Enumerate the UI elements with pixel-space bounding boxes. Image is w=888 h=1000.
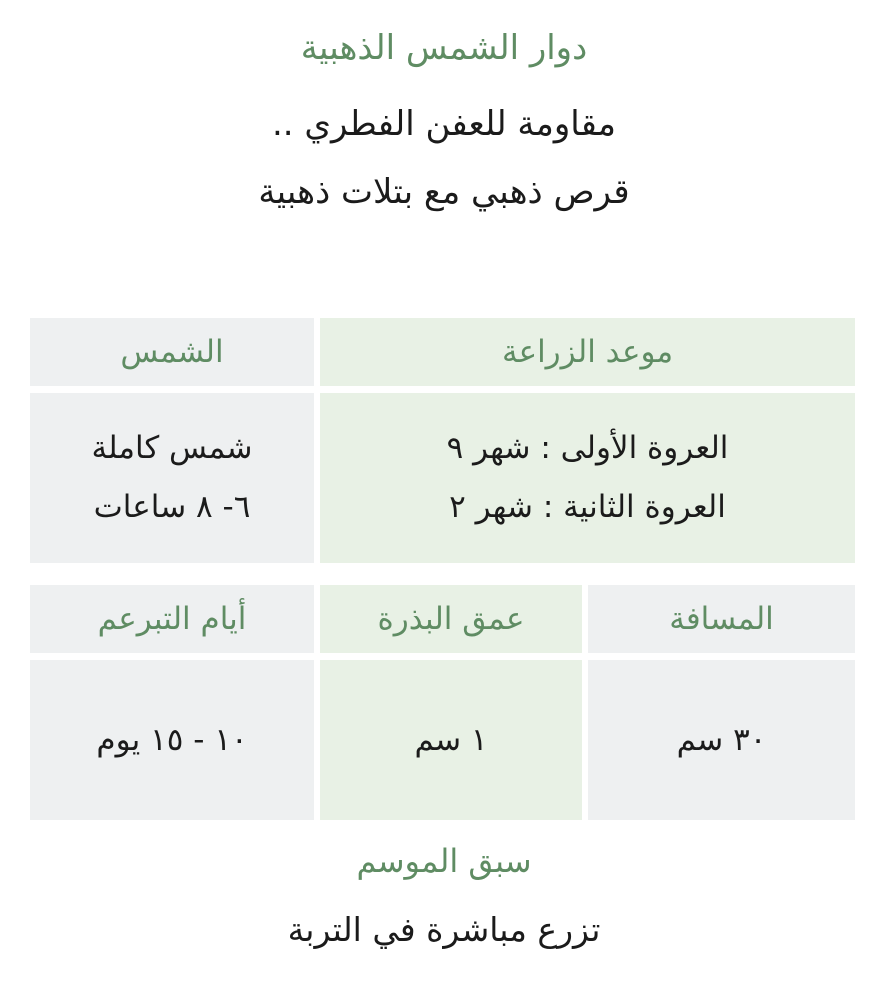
planting-value-line-1: العروة الأولى : شهر ٩ [446, 430, 729, 466]
germination-header-cell [30, 585, 314, 653]
depth-header: عمق البذرة [377, 601, 525, 637]
sun-header: الشمس [120, 334, 224, 370]
depth-value: ١ سم [414, 721, 488, 758]
depth-header-cell [320, 585, 582, 653]
planting-value-cell [320, 393, 855, 563]
sun-value-line-1: شمس كاملة [91, 430, 253, 466]
planting-header: موعد الزراعة [501, 334, 674, 370]
footer-value: تزرع مباشرة في التربة [287, 910, 601, 949]
footer-label: سبق الموسم [356, 842, 532, 880]
distance-header-cell [588, 585, 855, 653]
sun-value-line-2: ٦- ٨ ساعات [93, 489, 251, 525]
sun-header-cell [30, 318, 314, 386]
germination-header: أيام التبرعم [97, 601, 247, 637]
germination-value-cell [30, 660, 314, 820]
distance-header: المسافة [669, 601, 774, 637]
distance-value-cell [588, 660, 855, 820]
page-title: دوار الشمس الذهبية [300, 28, 588, 68]
sun-value-cell [30, 393, 314, 563]
germination-value: ١٠ - ١٥ يوم [96, 721, 248, 758]
planting-value-line-2: العروة الثانية : شهر ٢ [449, 489, 726, 525]
planting-header-cell [320, 318, 855, 386]
distance-value: ٣٠ سم [676, 721, 767, 758]
subtitle-line-2: قرص ذهبي مع بتلات ذهبية [258, 172, 630, 212]
depth-value-cell [320, 660, 582, 820]
subtitle-line-1: مقاومة للعفن الفطري .. [271, 104, 617, 144]
